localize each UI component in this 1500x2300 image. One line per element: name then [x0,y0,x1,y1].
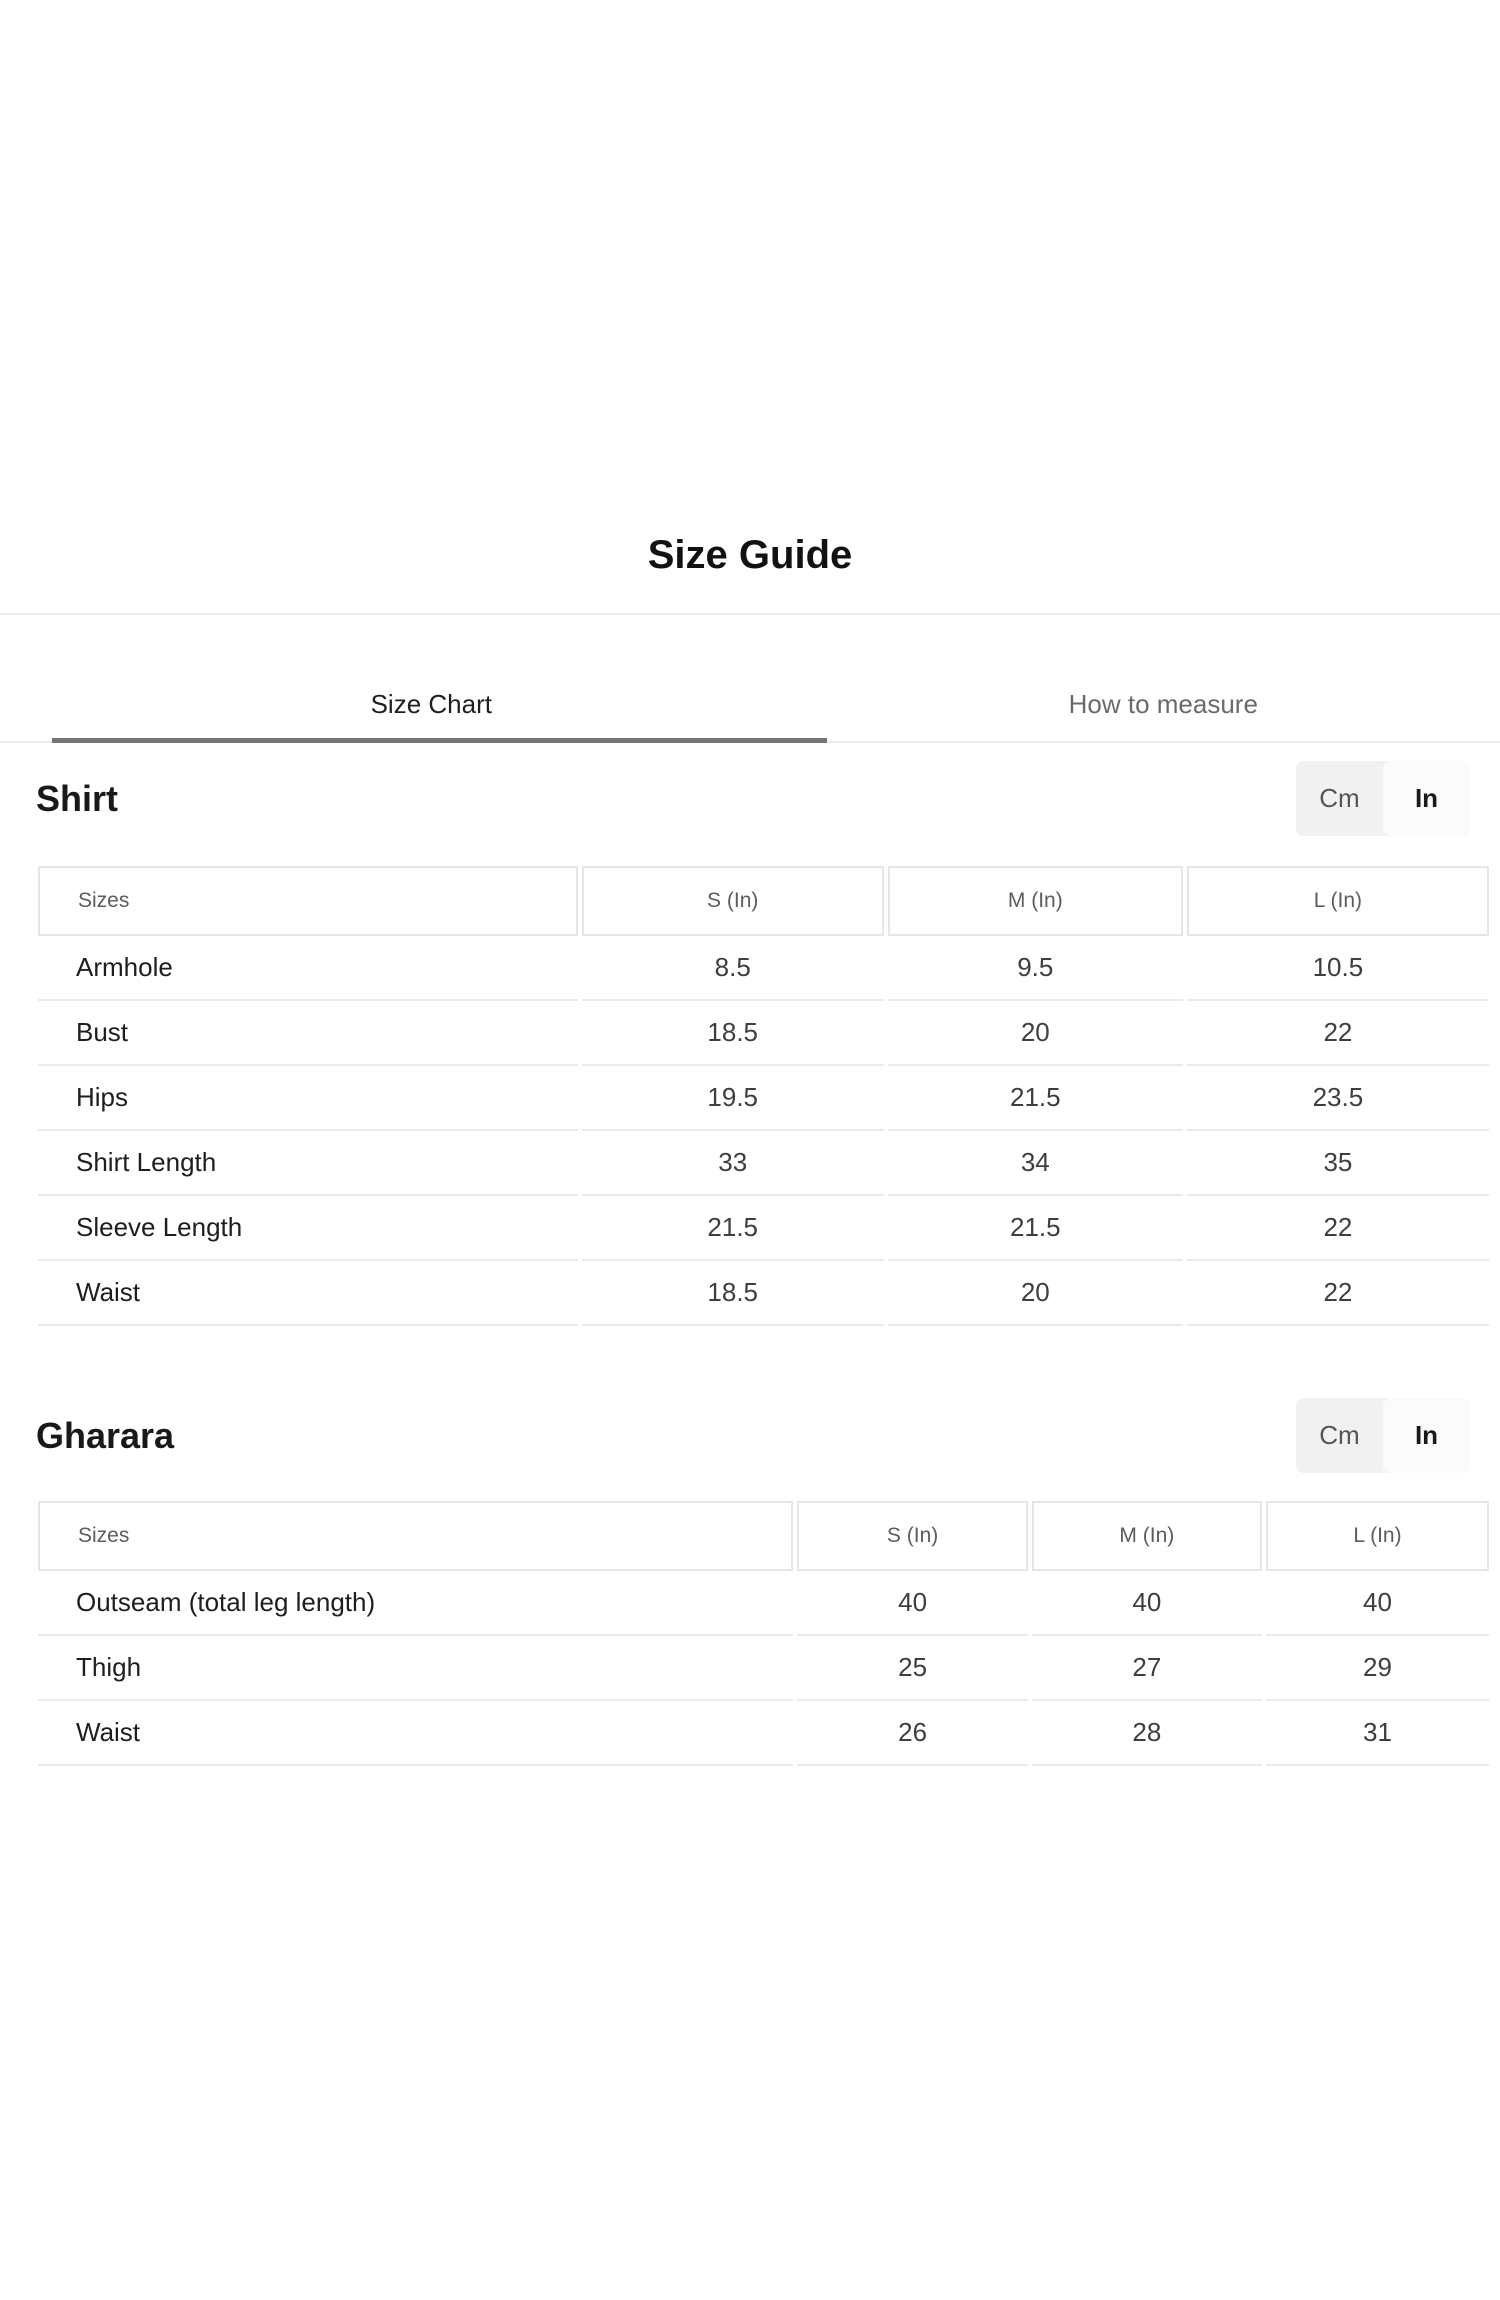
shirt-size-table [34,866,1493,1326]
measurement-value: 23.5 [1187,1066,1489,1131]
column-header: Sizes [38,1501,793,1571]
measurement-value: 25 [797,1636,1027,1701]
column-header: Sizes [38,866,578,936]
measurement-value: 21.5 [888,1066,1183,1131]
section-gharara [0,1398,1500,1766]
gharara-size-table [34,1501,1493,1766]
section-title-gharara: Gharara [36,1414,175,1456]
measurement-label: Thigh [38,1636,793,1701]
column-header: S (In) [582,866,884,936]
tab-how-to-measure[interactable]: How to measure [827,615,1500,741]
measurement-value: 21.5 [888,1196,1183,1261]
measurement-value: 19.5 [582,1066,884,1131]
measurement-value: 28 [1032,1701,1262,1766]
measurement-label: Shirt Length [38,1131,578,1196]
table-header-row [38,866,1489,936]
measurement-label: Waist [38,1261,578,1326]
unit-in-button[interactable]: In [1383,761,1470,836]
column-header: M (In) [1032,1501,1262,1571]
column-header: M (In) [888,866,1183,936]
measurement-value: 18.5 [582,1001,884,1066]
unit-toggle-gharara [1296,1398,1470,1473]
table-row [38,1131,1489,1196]
measurement-label: Outseam (total leg length) [38,1571,793,1636]
section-header [36,761,1470,836]
table-row [38,1261,1489,1326]
measurement-value: 35 [1187,1131,1489,1196]
measurement-value: 22 [1187,1261,1489,1326]
table-row [38,1571,1489,1636]
measurement-label: Waist [38,1701,793,1766]
table-header-row [38,1501,1489,1571]
measurement-value: 40 [1266,1571,1489,1636]
tab-bar [0,615,1500,743]
measurement-value: 26 [797,1701,1027,1766]
unit-cm-button[interactable]: Cm [1296,1398,1383,1473]
measurement-value: 10.5 [1187,936,1489,1001]
measurement-value: 18.5 [582,1261,884,1326]
measurement-value: 40 [1032,1571,1262,1636]
measurement-label: Armhole [38,936,578,1001]
tab-size-chart[interactable]: Size Chart [36,615,827,741]
measurement-label: Hips [38,1066,578,1131]
measurement-value: 20 [888,1001,1183,1066]
table-row [38,1636,1489,1701]
measurement-value: 21.5 [582,1196,884,1261]
unit-toggle-shirt [1296,761,1470,836]
table-row [38,936,1489,1001]
unit-cm-button[interactable]: Cm [1296,761,1383,836]
section-header [36,1398,1470,1473]
measurement-value: 34 [888,1131,1183,1196]
dialog-title: Size Guide [647,533,853,577]
measurement-label: Sleeve Length [38,1196,578,1261]
table-row [38,1066,1489,1131]
unit-in-button[interactable]: In [1383,1398,1470,1473]
measurement-value: 20 [888,1261,1183,1326]
measurement-value: 29 [1266,1636,1489,1701]
section-shirt [0,761,1500,1326]
section-title-shirt: Shirt [36,777,119,819]
measurement-value: 22 [1187,1196,1489,1261]
measurement-value: 27 [1032,1636,1262,1701]
table-row [38,1701,1489,1766]
table-row [38,1001,1489,1066]
table-row [38,1196,1489,1261]
column-header: L (In) [1266,1501,1489,1571]
measurement-value: 31 [1266,1701,1489,1766]
measurement-value: 22 [1187,1001,1489,1066]
column-header: L (In) [1187,866,1489,936]
measurement-value: 8.5 [582,936,884,1001]
measurement-value: 40 [797,1571,1027,1636]
measurement-value: 9.5 [888,936,1183,1001]
measurement-value: 33 [582,1131,884,1196]
measurement-label: Bust [38,1001,578,1066]
column-header: S (In) [797,1501,1027,1571]
